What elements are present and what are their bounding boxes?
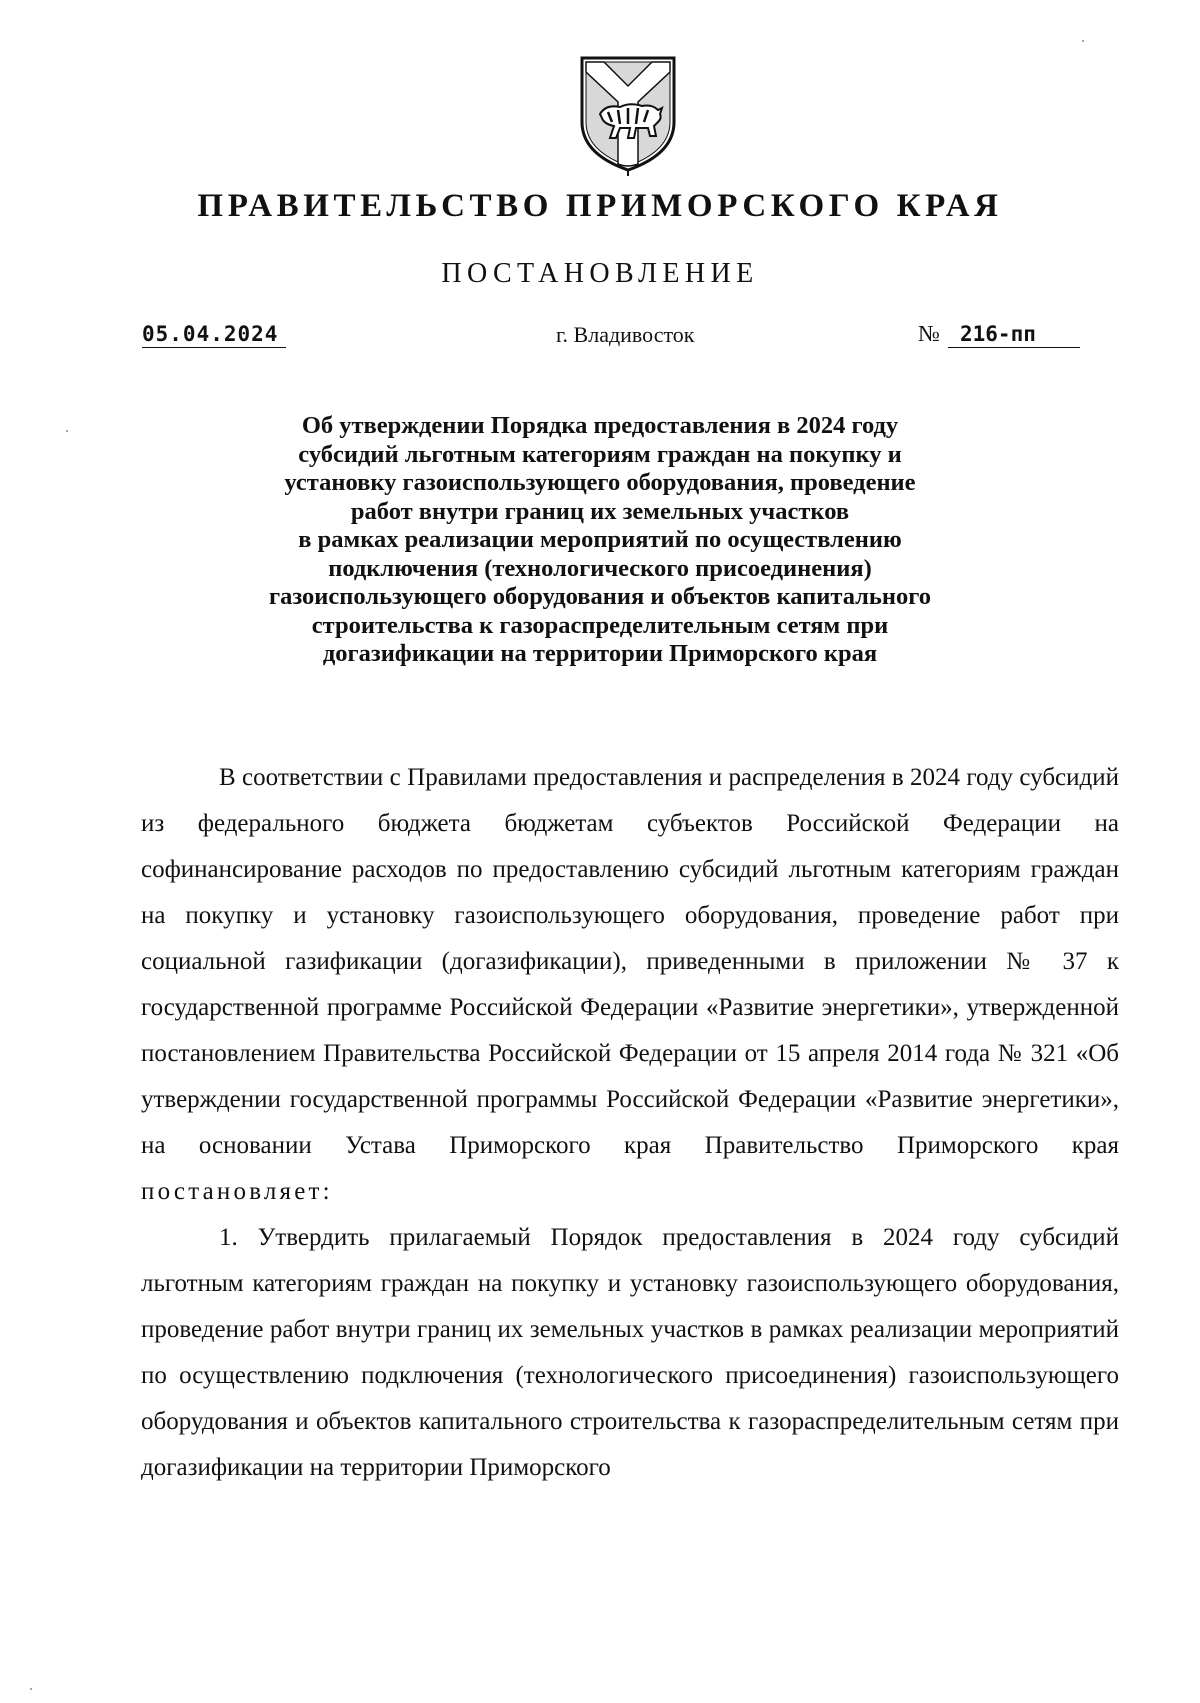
item-1-text: 1. Утвердить прилагаемый Порядок предоставления в 2024 году субсидий льготным категориям граждан на покупку и установку газоиспользующего оборудования, проведение работ внутри границ их земельных участков в рамках реализации мероприятий по осуществлению подключения (технологического присоединения) газоиспользующего оборудования и объектов капитального строительства к газораспределительным сетям при догазификации на территории Приморского bbox=[141, 1224, 1119, 1481]
subject-line: догазификации на территории Приморского края bbox=[322, 640, 878, 667]
document-body bbox=[141, 755, 1119, 1491]
body-paragraph-preamble bbox=[141, 755, 1119, 1215]
resolution-verb: постановляет: bbox=[141, 1178, 333, 1205]
document-date: 05.04.2024 bbox=[142, 322, 286, 348]
document-type: ПОСТАНОВЛЕНИЕ bbox=[441, 258, 759, 289]
preamble-text: В соответствии с Правилами предоставления и распределения в 2024 году субсидий из федерального бюджета бюджетам субъектов Российской Федерации на софинансирование расходов по предоставлению субсидий льготным категориям граждан на покупку и установку газоиспользующего оборудования, проведение работ при социальной газификации (догазификации), приведенными в приложении № 37 к государственной программе Российской Федерации «Развитие энергетики», утвержденной постановлением Правительства Российской Федерации от 15 апреля 2014 года № 321 «Об утверждении государственной программы Российской Федерации «Развитие энергетики», на основании Устава Приморского края Правительство Приморского края bbox=[141, 764, 1119, 1159]
subject-line: Об утверждении Порядка предоставления в 2024 году bbox=[301, 412, 899, 439]
document-meta-row bbox=[0, 322, 1200, 362]
scan-speck bbox=[1082, 40, 1084, 42]
scan-speck bbox=[30, 1688, 32, 1690]
coat-of-arms-icon bbox=[576, 52, 680, 176]
subject-line: подключения (технологического присоединения) bbox=[328, 554, 872, 582]
organization-title: ПРАВИТЕЛЬСТВО ПРИМОРСКОГО КРАЯ bbox=[197, 188, 1003, 224]
subject-line: субсидий льготным категориям граждан на покупку и bbox=[298, 440, 902, 468]
subject-line: работ внутри границ их земельных участков bbox=[350, 497, 850, 525]
body-paragraph-item-1 bbox=[141, 1215, 1119, 1491]
scan-speck bbox=[66, 430, 68, 432]
document-city: г. Владивосток bbox=[556, 322, 695, 347]
document-subject bbox=[160, 412, 1040, 669]
subject-line: в рамках реализации мероприятий по осуществлению bbox=[298, 526, 902, 553]
subject-line: газоиспользующего оборудования и объектов капитального bbox=[268, 583, 932, 610]
number-sign: № bbox=[918, 321, 940, 346]
document-number: 216-пп bbox=[948, 322, 1080, 348]
subject-line: строительства к газораспределительным сетям при bbox=[311, 611, 889, 639]
subject-line: установку газоиспользующего оборудования, проведение bbox=[284, 469, 916, 496]
